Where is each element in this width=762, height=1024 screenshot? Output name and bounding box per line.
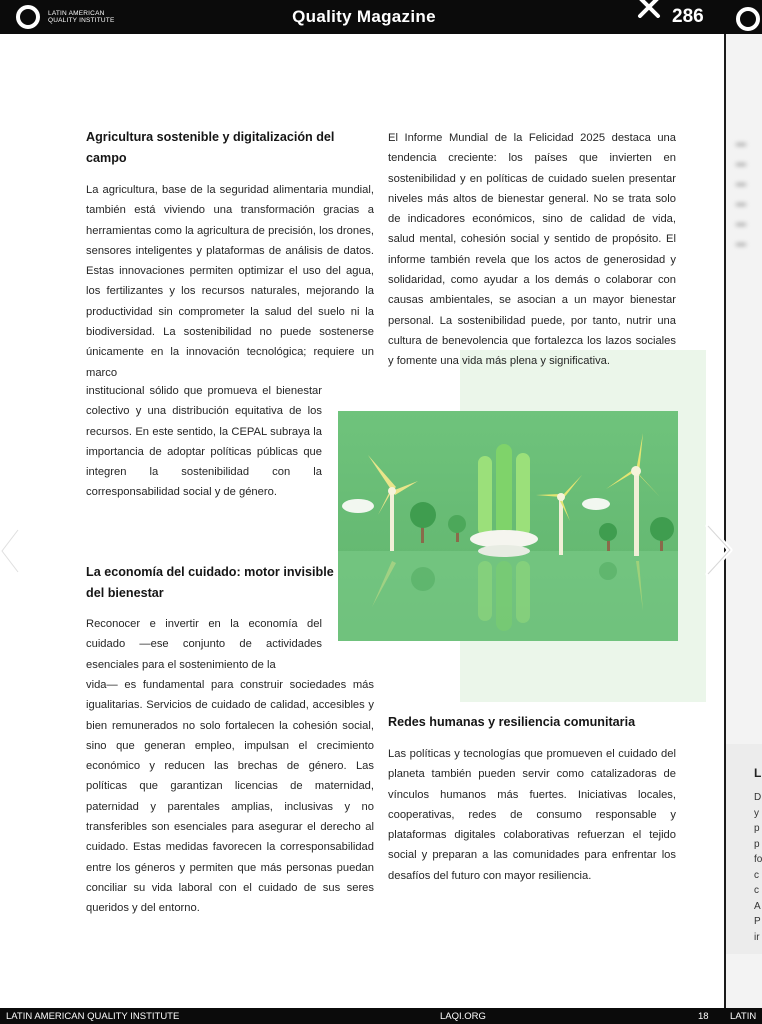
- footer-institute: LATIN AMERICAN QUALITY INSTITUTE: [6, 1011, 180, 1022]
- paragraph-happiness-report: El Informe Mundial de la Felicidad 2025 destaca una tendencia creciente: los países que invierten en sostenibilidad y en políticas de cuidado suelen presentar niveles más altos de bienestar general. No se trata solo de indicadores económicos, sino de calidad de vida, salud mental, cohesión social y sentido de propósito. El informe también revela que los actos de generosidad y solidaridad, como ayudar a los demás o colaborar con causas ambientales, se asocian a un mayor bienestar personal. La sostenibilidad puede, por tanto, nutrir una cultura de benevolencia que fortalezca los lazos sociales y fomente una vida más plena y significativa.: [388, 132, 676, 368]
- next-page-heading-letter: L: [754, 766, 762, 780]
- next-page-letters: D y p p fo c c A P ir: [754, 792, 762, 943]
- footer-next-page-text: LATIN: [730, 1011, 757, 1022]
- logo-text: LATIN AMERICAN QUALITY INSTITUTE: [48, 10, 115, 24]
- footer-bar: [0, 1008, 762, 1024]
- paragraph-human-networks: Las políticas y tecnologías que promueven el cuidado del planeta también pueden servir como catalizadoras de vínculos humanos más fuertes. Iniciativas locales, cooperativas, redes de consumo responsable y plataformas digitales colaborativas refuerzan el tejido social y preparan a las comunidades para enfrentar los desafíos del futuro con mayor resiliencia.: [388, 748, 676, 882]
- section-heading-care-economy: La economía del cuidado: motor invisible del bienestar: [86, 565, 334, 600]
- magazine-page: [0, 34, 724, 1008]
- section-heading-agriculture: Agricultura sostenible y digitalización del campo: [86, 130, 335, 165]
- next-page-logo-icon: [736, 7, 760, 31]
- paragraph-care-economy-a: Reconocer e invertir en la economía del cuidado —ese conjunto de actividades esenciales para el sostenimiento de la: [86, 618, 322, 671]
- wind-turbine-illustration: [338, 411, 678, 641]
- footer-page-number: 18: [698, 1011, 709, 1022]
- next-page-card: [726, 744, 762, 954]
- paragraph-agriculture-cont: institucional sólido que promueva el bienestar colectivo y una distribución equitativa de los recursos. En este sentido, la CEPAL subraya la importancia de adoptar políticas públicas que integren la sostenibilidad con la corresponsabilidad social y de género.: [86, 385, 322, 499]
- close-icon[interactable]: [636, 0, 662, 18]
- next-page-preview[interactable]: [726, 34, 762, 1008]
- paragraph-agriculture: La agricultura, base de la seguridad alimentaria mundial, también está viviendo una transformación gracias a herramientas como la agricultura de precisión, los drones, sensores inteligentes y plataformas de análisis de datos. Estas innovaciones permiten optimizar el uso del agua, los fertilizantes y los recursos naturales, mejorando la productividad sin comprometer la salud del suelo ni la biodiversidad. La sostenibilidad no puede sostenerse únicamente en la innovación tecnológica; requiere un marco: [86, 184, 374, 379]
- section-heading-human-networks: Redes humanas y resiliencia comunitaria: [388, 715, 636, 729]
- footer-website-link[interactable]: LAQI.ORG: [440, 1011, 486, 1022]
- chevron-right-icon[interactable]: [700, 522, 736, 578]
- magazine-title: Quality Magazine: [292, 7, 436, 26]
- top-bar: [0, 0, 762, 34]
- chevron-left-icon[interactable]: [0, 526, 22, 576]
- page-count: 286: [672, 6, 704, 27]
- paragraph-care-economy-b: vida— es fundamental para construir sociedades más igualitarias. Servicios de cuidado de calidad, accesibles y bien remunerados no solo fortalecen la cohesión social, sino que generan empleo, impulsan el crecimiento económico y reducen las brechas de género. Las políticas que garantizan licencias de maternidad, paternidad y parentales amplias, inclusivas y no transferibles son esenciales para asegurar el derecho al cuidado. Estas medidas favorecen la corresponsabilidad entre los géneros y permiten que más personas puedan conciliar su vida laboral con el cuidado de sus seres queridos y del entorno.: [86, 679, 374, 915]
- next-page-blurred-text: ▬ ▬ ▬ ▬ ▬ ▬: [736, 138, 746, 249]
